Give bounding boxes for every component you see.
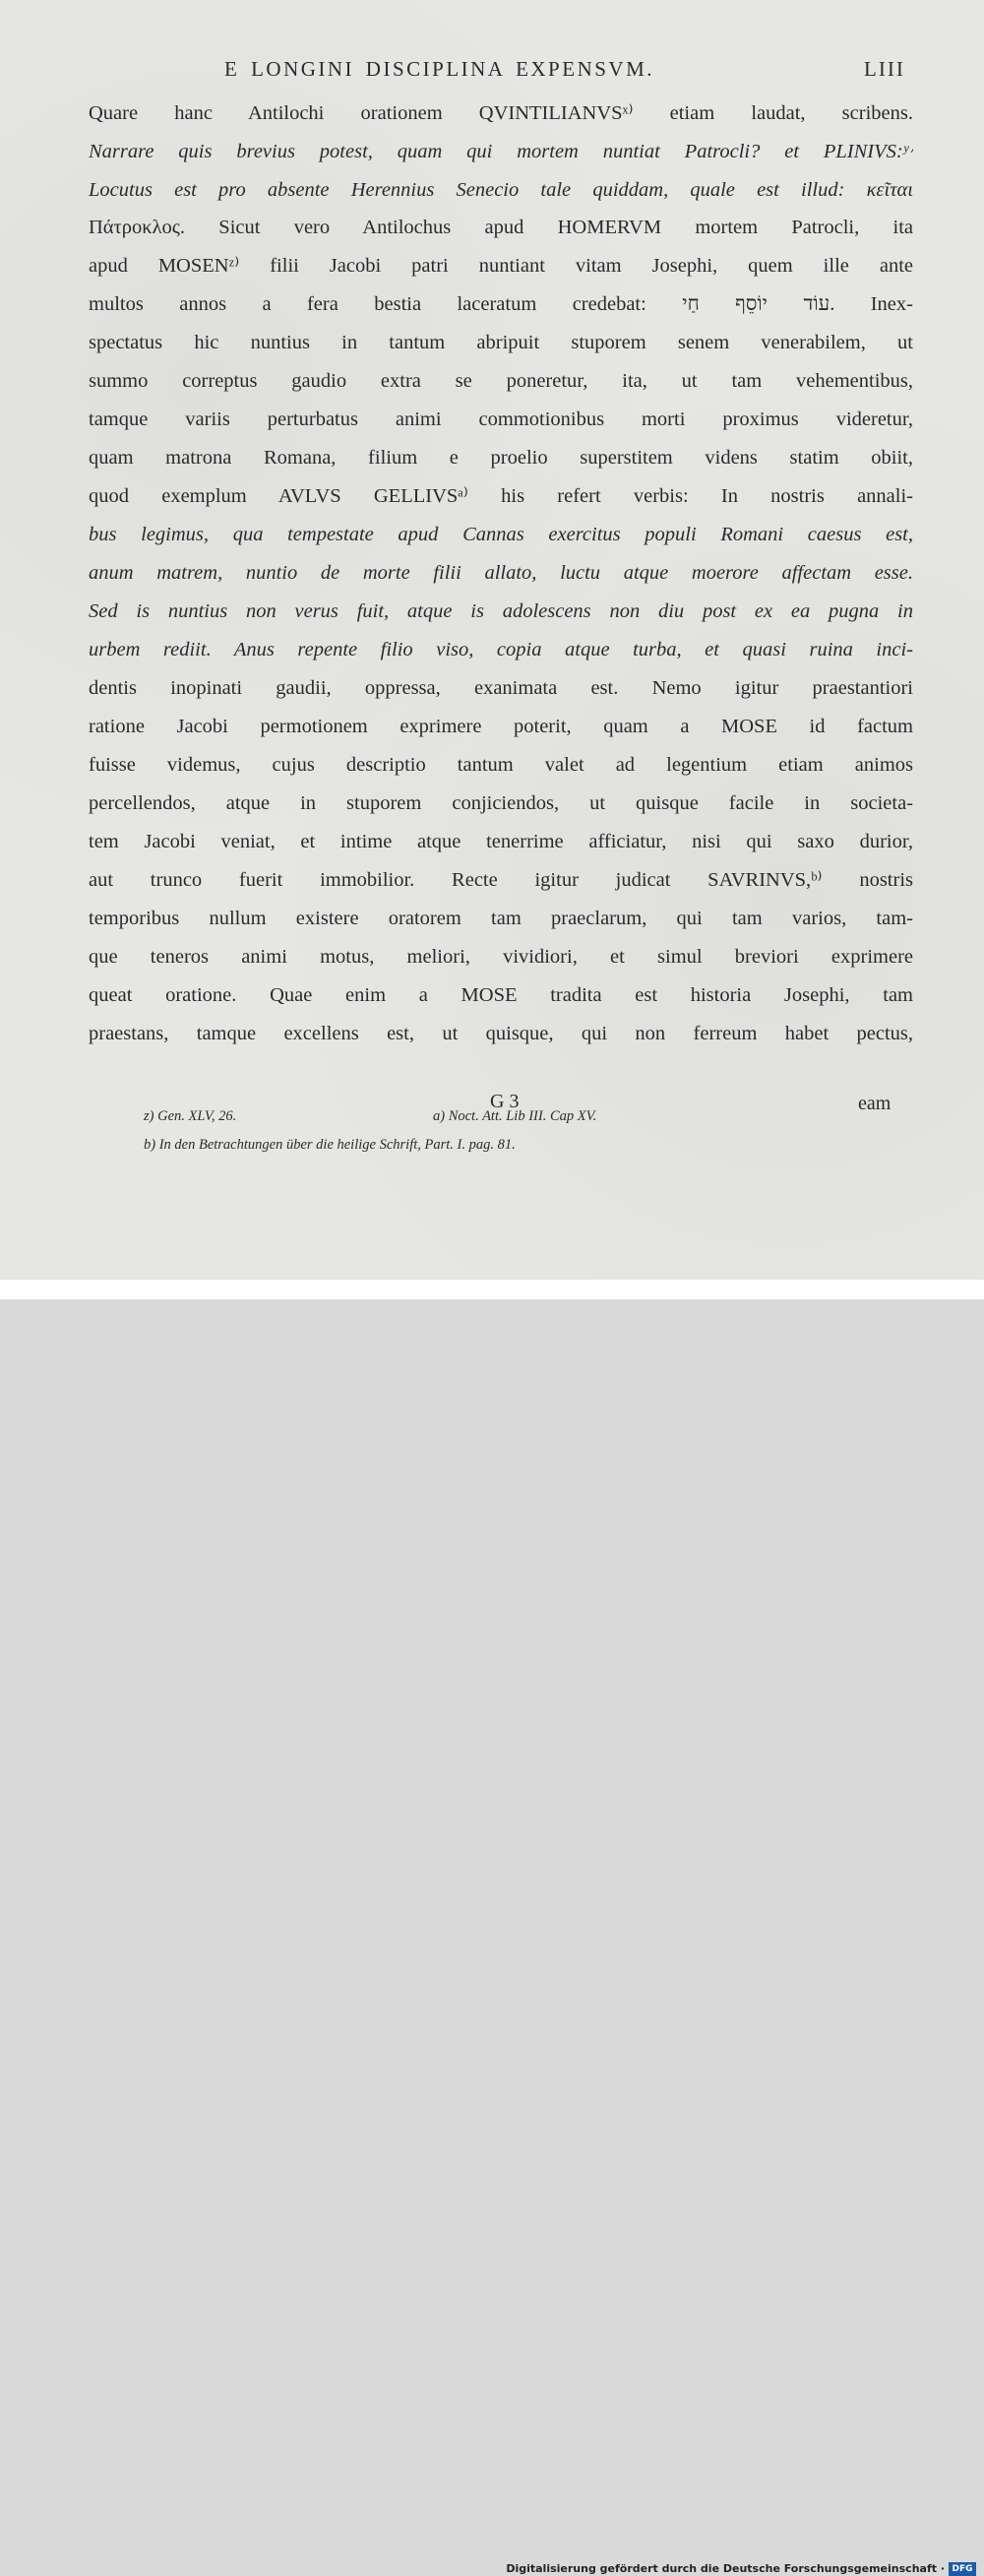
body-line: que teneros animi motus, meliori, vividiori, et simul breviori exprimere [89, 946, 913, 968]
body-line: Narrare quis brevius potest, quam qui mortem nuntiat Patrocli? et PLINIVS:ʸ⁾ [89, 141, 913, 162]
body-line: Quare hanc Antilochi orationem QVINTILIANVSˣ⁾ etiam laudat, scribens. [89, 102, 913, 124]
book-page [0, 0, 984, 1280]
body-line: praestans, tamque excellens est, ut quisque, qui non ferreum habet pectus, [89, 1023, 913, 1044]
body-line: queat oratione. Quae enim a MOSE tradita est historia Josephi, tam [89, 984, 913, 1006]
body-line: tamque variis perturbatus animi commotionibus morti proximus videretur, [89, 408, 913, 430]
body-line: summo correptus gaudio extra se poneretur, ita, ut tam vehementibus, [89, 370, 913, 392]
footnote-b: b) In den Betrachtungen über die heilige Schrift, Part. I. pag. 81. [144, 1137, 516, 1153]
body-line: bus legimus, qua tempestate apud Cannas exercitus populi Romani caesus est, [89, 524, 913, 545]
running-title: E LONGINI DISCIPLINA EXPENSVM. [224, 57, 654, 81]
body-line: quod exemplum AVLVS GELLIVSᵃ⁾ his refert verbis: In nostris annali- [89, 485, 913, 507]
body-line: Sed is nuntius non verus fuit, atque is adolescens non diu post ex ea pugna in [89, 600, 913, 622]
credit-strip [0, 1280, 984, 2575]
body-line: spectatus hic nuntius in tantum abripuit stuporem senem venerabilem, ut [89, 332, 913, 353]
catchword: eam [858, 1093, 892, 1114]
body-line: urbem rediit. Anus repente filio viso, copia atque turba, et quasi ruina inci- [89, 639, 913, 660]
body-line: Πάτροκλος. Sicut vero Antilochus apud HOMERVM mortem Patrocli, ita [89, 217, 913, 238]
body-line: aut trunco fuerit immobilior. Recte igitur judicat SAVRINVS,ᵇ⁾ nostris [89, 869, 913, 891]
signature-mark: G 3 [490, 1091, 520, 1112]
body-line: quam matrona Romana, filium e proelio superstitem videns statim obiit, [89, 447, 913, 469]
dfg-logo-icon: DFG [949, 2562, 976, 2576]
body-line: multos annos a fera bestia laceratum credebat: עוֹד יוֹסֵף חַי. Inex- [89, 293, 913, 315]
page-number: LIII [864, 57, 905, 81]
footnote-z: z) Gen. XLV, 26. [144, 1108, 237, 1124]
dfg-credit-text: Digitalisierung gefördert durch die Deutsche Forschungsgemeinschaft · [506, 2562, 945, 2575]
body-line: anum matrem, nuntio de morte filii allato, luctu atque moerore affectam esse. [89, 562, 913, 584]
body-line: ratione Jacobi permotionem exprimere poterit, quam a MOSE id factum [89, 716, 913, 737]
body-line: temporibus nullum existere oratorem tam praeclarum, qui tam varios, tam- [89, 908, 913, 929]
footnote-a: a) Noct. Att. Lib III. Cap XV. [433, 1108, 597, 1124]
body-line: apud MOSENᶻ⁾ filii Jacobi patri nuntiant vitam Josephi, quem ille ante [89, 255, 913, 277]
body-line: Locutus est pro absente Herennius Senecio tale quiddam, quale est illud: κεῖται [89, 179, 913, 201]
body-line: dentis inopinati gaudii, oppressa, exanimata est. Nemo igitur praestantiori [89, 677, 913, 699]
body-line: tem Jacobi veniat, et intime atque tenerrime afficiatur, nisi qui saxo durior, [89, 831, 913, 852]
body-line: percellendos, atque in stuporem conjiciendos, ut quisque facile in societa- [89, 792, 913, 814]
body-line: fuisse videmus, cujus descriptio tantum valet ad legentium etiam animos [89, 754, 913, 776]
